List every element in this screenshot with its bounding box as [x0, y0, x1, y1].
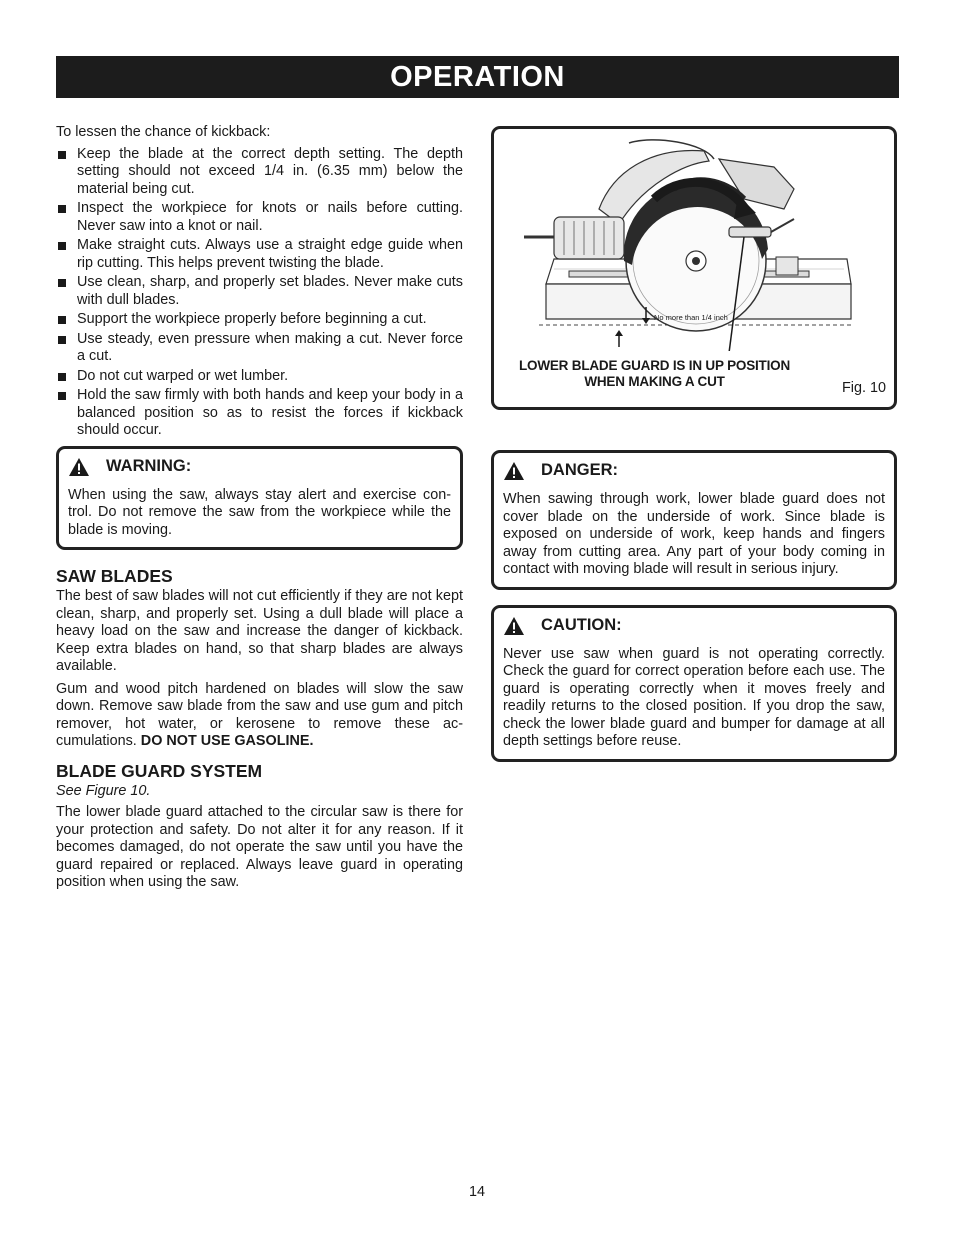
danger-header	[503, 461, 885, 481]
warning-triangle-icon	[503, 461, 525, 481]
bullet-icon	[58, 373, 66, 381]
saw-blades-para-2: Gum and wood pitch hardened on blades will slow the saw down. Remove saw blade from the saw and use gum and pitch remover, hot water, or kerosene to remove these ac-cumulations. DO NOT USE GASOLINE.	[56, 680, 463, 749]
warning-triangle-icon	[503, 616, 525, 636]
saw-blades-para-1: The best of saw blades will not cut efficiently if they are not kept clean, sharp, and properly set. Using a dull blade will place a heavy load on the saw and increase the danger of kickback. Keep extra blades on hand, so that sharp blades are always available.	[56, 588, 463, 674]
list-item: Hold the saw firmly with both hands and keep your body in a balanced position so as to resist the forces if kickback should occur.	[56, 387, 463, 440]
figure-10	[491, 126, 897, 410]
warning-header	[68, 457, 451, 477]
danger-box	[491, 450, 897, 590]
bullet-icon	[58, 205, 66, 213]
caution-header	[503, 616, 885, 636]
list-item: Make straight cuts. Always use a straight edge guide when rip cutting. This helps prevent twisting the blade.	[56, 237, 463, 272]
saw-blades-heading: SAW BLADES	[56, 566, 173, 586]
figure-caption: LOWER BLADE GUARD IS IN UP POSITION WHEN MAKING A CUT	[518, 358, 791, 389]
page-title: OPERATION	[56, 56, 899, 98]
warning-box	[56, 446, 463, 551]
bullet-icon	[58, 392, 66, 400]
list-item: Use steady, even pressure when making a cut. Never force a cut.	[56, 331, 463, 366]
circular-saw-illustration	[494, 129, 894, 351]
list-item: Inspect the workpiece for knots or nails before cutting. Never saw into a knot or nail.	[56, 200, 463, 235]
caution-text: Never use saw when guard is not operating correctly. Check the guard for correct operation before each use. The guard is operating correctly when it moves freely and readily returns to the closed position. If you drop the saw, check the lower blade guard and bumper for damage at all depth settings before reuse.	[503, 645, 885, 749]
kickback-intro: To lessen the chance of kickback:	[56, 124, 271, 140]
figure-label: Fig. 10	[842, 380, 886, 396]
blade-guard-heading: BLADE GUARD SYSTEM	[56, 760, 263, 781]
bullet-icon	[58, 151, 66, 159]
depth-note: No more than 1/4 inch	[654, 313, 728, 322]
danger-title: DANGER:	[541, 461, 618, 480]
caution-box	[491, 605, 897, 762]
bullet-icon	[58, 279, 66, 287]
left-column	[56, 124, 463, 897]
page-number: 14	[468, 1184, 485, 1200]
blade-guard-para: The lower blade guard attached to the circular saw is there for your protection and safety. Do not alter it for any reason. If it becomes damaged, do not operate the saw until you have the guard repaired or replaced. Always leave guard in operating position when using the saw.	[56, 804, 463, 890]
warning-text: When using the saw, always stay alert and exercise con-trol. Do not remove the saw from the workpiece while the blade is moving.	[68, 486, 451, 538]
right-column	[491, 126, 897, 762]
bullet-icon	[58, 242, 66, 250]
caution-title: CAUTION:	[541, 615, 622, 634]
warning-title: WARNING:	[106, 456, 192, 475]
see-figure-reference: See Figure 10.	[56, 782, 151, 799]
list-item: Keep the blade at the correct depth setting. The depth setting should not exceed 1/4 in. (6.35 mm) below the material being cut.	[56, 146, 463, 199]
danger-text: When sawing through work, lower blade guard does not cover blade on the underside of work. Since blade is exposed on underside of work, keep hands and fingers away from cutting area. Any part of your body coming in contact with moving blade will result in serious injury.	[503, 491, 885, 577]
kickback-list	[56, 146, 463, 440]
gasoline-warning: DO NOT USE GASOLINE.	[140, 733, 314, 749]
list-item: Support the workpiece properly before beginning a cut.	[56, 311, 463, 329]
list-item: Use clean, sharp, and properly set blades. Never make cuts with dull blades.	[56, 274, 463, 309]
bullet-icon	[58, 316, 66, 324]
list-item: Do not cut warped or wet lumber.	[56, 368, 463, 386]
bullet-icon	[58, 336, 66, 344]
warning-triangle-icon	[68, 457, 90, 477]
